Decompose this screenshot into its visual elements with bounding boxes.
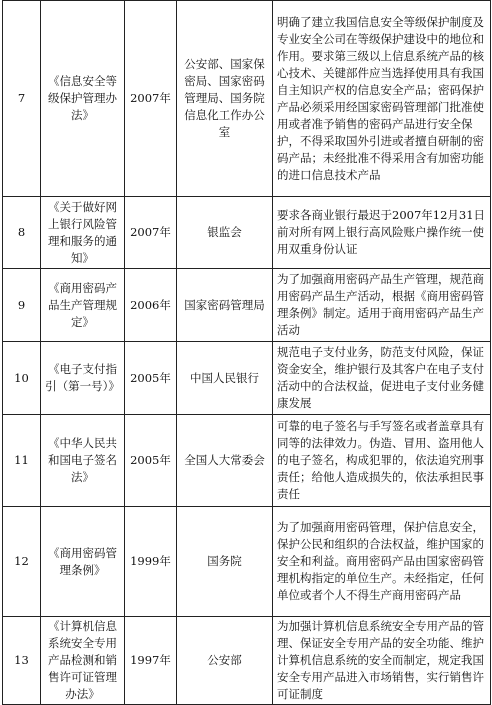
regulation-name: 《信息安全等级保护管理办法》 (41, 1, 125, 197)
regulation-name: 《商用密码管理条例》 (41, 507, 125, 617)
table-row (3, 342, 491, 415)
issuing-authority: 银监会 (177, 197, 273, 269)
table-row (3, 1, 491, 197)
issuing-authority: 中国人民银行 (177, 342, 273, 415)
regulation-name: 《关于做好网上银行风险管理和服务的通知》 (41, 197, 125, 269)
row-number: 13 (3, 617, 41, 705)
issue-year: 1997年 (125, 617, 177, 705)
issuing-authority: 国务院 (177, 507, 273, 617)
regulation-summary: 为加强计算机信息系统安全专用产品的管理、保证安全专用产品的安全功能、维护计算机信息系统的安全而制定，规定我国安全专用产品进入市场销售，实行销售许可证制度 (273, 617, 491, 705)
issuing-authority: 公安部 (177, 617, 273, 705)
issue-year: 2005年 (125, 342, 177, 415)
issuing-authority: 全国人大常委会 (177, 415, 273, 507)
row-number: 12 (3, 507, 41, 617)
row-number: 7 (3, 1, 41, 197)
regulations-table (2, 0, 491, 705)
regulation-summary: 明确了建立我国信息安全等级保护制度及专业安全公司在等级保护建设中的地位和作用。要求第三级以上信息系统产品的核心技术、关键部件应当选择使用具有我国自主知识产权的信息安全产品；密码保护产品必须采用经国家密码管理部门批准使用或者准予销售的密码产品进行安全保护，不得采取国外引进或者擅自研制的密码产品；未经批准不得采用含有加密功能的进口信息技术产品 (273, 1, 491, 197)
issue-year: 2005年 (125, 415, 177, 507)
regulation-name: 《计算机信息系统安全专用产品检测和销售许可证管理办法》 (41, 617, 125, 705)
table-row (3, 617, 491, 705)
issuing-authority: 公安部、国家保密局、国家密码管理局、国务院信息化工作办公室 (177, 1, 273, 197)
regulation-name: 《商用密码产品生产管理规定》 (41, 269, 125, 342)
row-number: 9 (3, 269, 41, 342)
table-row (3, 269, 491, 342)
issue-year: 2007年 (125, 197, 177, 269)
issuing-authority: 国家密码管理局 (177, 269, 273, 342)
table-row (3, 507, 491, 617)
row-number: 11 (3, 415, 41, 507)
issue-year: 1999年 (125, 507, 177, 617)
row-number: 10 (3, 342, 41, 415)
table-row (3, 415, 491, 507)
regulation-summary: 为了加强商用密码产品生产管理，规范商用密码产品生产活动，根据《商用密码管理条例》制定。适用于商用密码产品生产活动 (273, 269, 491, 342)
row-number: 8 (3, 197, 41, 269)
regulation-summary: 要求各商业银行最迟于2007年12月31日前对所有网上银行高风险账户操作统一使用双重身份认证 (273, 197, 491, 269)
regulation-summary: 规范电子支付业务，防范支付风险，保证资金安全，维护银行及其客户在电子支付活动中的合法权益，促进电子支付业务健康发展 (273, 342, 491, 415)
issue-year: 2006年 (125, 269, 177, 342)
regulation-summary: 可靠的电子签名与手写签名或者盖章具有同等的法律效力。伪造、冒用、盗用他人的电子签名，构成犯罪的，依法追究刑事责任；给他人造成损失的，依法承担民事责任 (273, 415, 491, 507)
regulation-name: 《电子支付指引（第一号）》 (41, 342, 125, 415)
regulation-name: 《中华人民共和国电子签名法》 (41, 415, 125, 507)
issue-year: 2007年 (125, 1, 177, 197)
regulation-summary: 为了加强商用密码管理，保护信息安全，保护公民和组织的合法权益，维护国家的安全和利益。商用密码产品由国家密码管理机构指定的单位生产。未经指定，任何单位或者个人不得生产商用密码产品 (273, 507, 491, 617)
table-row (3, 197, 491, 269)
